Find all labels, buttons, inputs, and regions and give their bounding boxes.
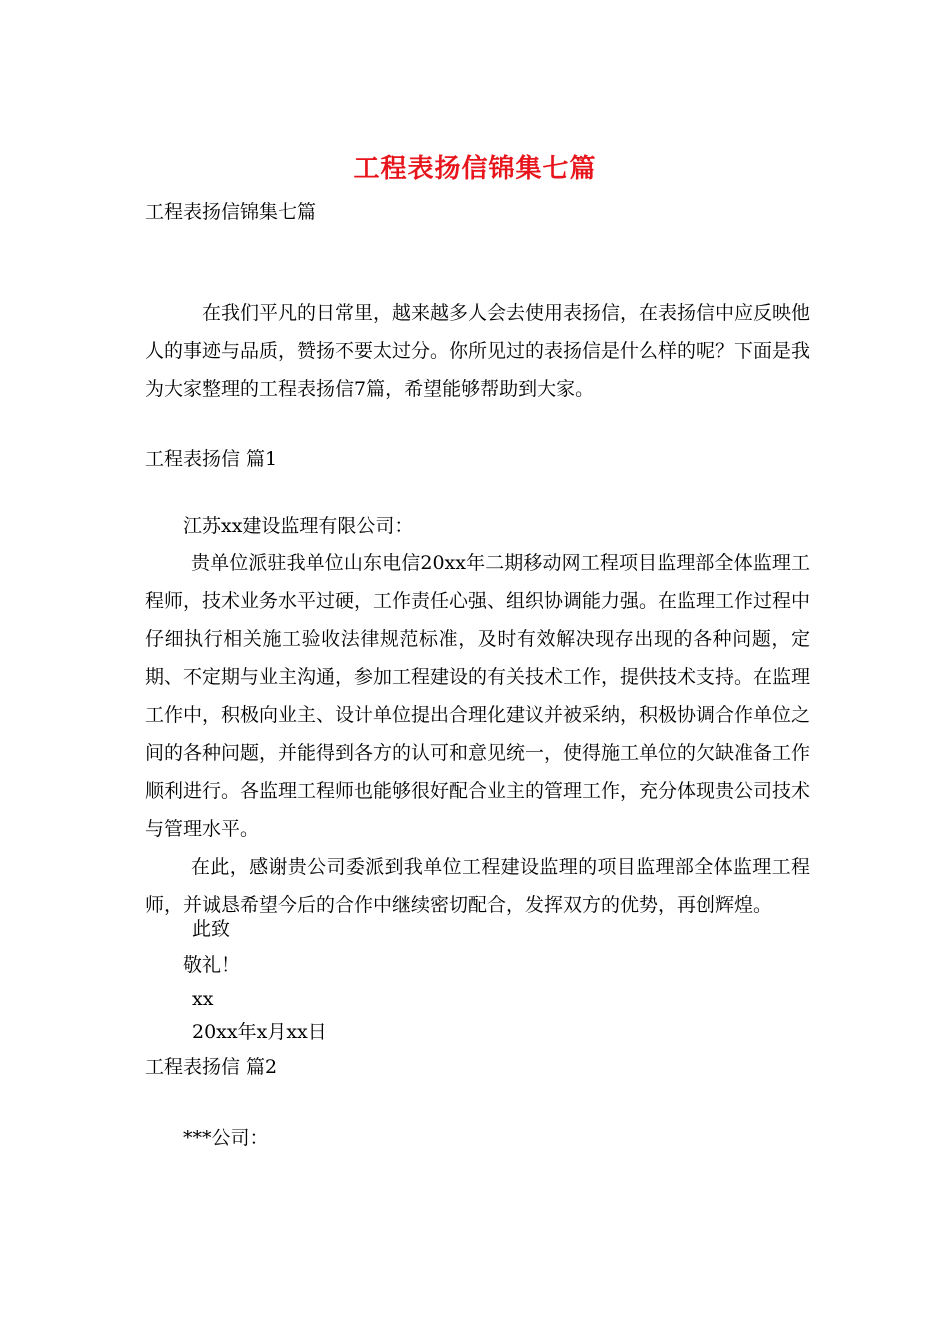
article1-body-paragraph-2: 在此，感谢贵公司委派到我单位工程建设监理的项目监理部全体监理工程师，并诚恳希望今后的合作中继续密切配合，发挥双方的优势，再创辉煌。 — [145, 856, 810, 916]
article1-closing-cizhi: 此致 — [192, 918, 231, 940]
article1-heading: 工程表扬信 篇1 — [145, 448, 278, 470]
article1-signer: xx — [192, 988, 214, 1010]
article2-heading: 工程表扬信 篇2 — [145, 1056, 278, 1078]
article1-closing-jingli: 敬礼！ — [183, 954, 241, 976]
intro-paragraph — [145, 294, 810, 408]
article2-salutation: ***公司： — [183, 1127, 269, 1149]
article1-body-paragraph-1: 贵单位派驻我单位山东电信20xx年二期移动网工程项目监理部全体监理工程师，技术业务水平过硬，工作责任心强、组织协调能力强。在监理工作过程中仔细执行相关施工验收法律规范标准，及时有效解决现存出现的各种问题，定期、不定期与业主沟通，参加工程建设的有关技术工作，提供技术支持。在监理工作中，积极向业主、设计单位提出合理化建议并被采纳，积极协调合作单位之间的各种问题，并能得到各方的认可和意见统一，使得施工单位的欠缺准备工作顺利进行。各监理工程师也能够很好配合业主的管理工作，充分体现贵公司技术与管理水平。 — [145, 552, 811, 840]
document-subtitle: 工程表扬信锦集七篇 — [145, 201, 317, 223]
article1-date: 20xx年x月xx日 — [192, 1021, 327, 1043]
article1-salutation: 江苏xx建设监理有限公司： — [183, 515, 414, 537]
document-title: 工程表扬信锦集七篇 — [353, 154, 597, 184]
intro-text: 在我们平凡的日常里，越来越多人会去使用表扬信，在表扬信中应反映他人的事迹与品质，赞扬不要太过分。你所见过的表扬信是什么样的呢？下面是我为大家整理的工程表扬信7篇，希望能够帮助到大家。 — [145, 302, 811, 400]
article1-body — [145, 544, 810, 924]
